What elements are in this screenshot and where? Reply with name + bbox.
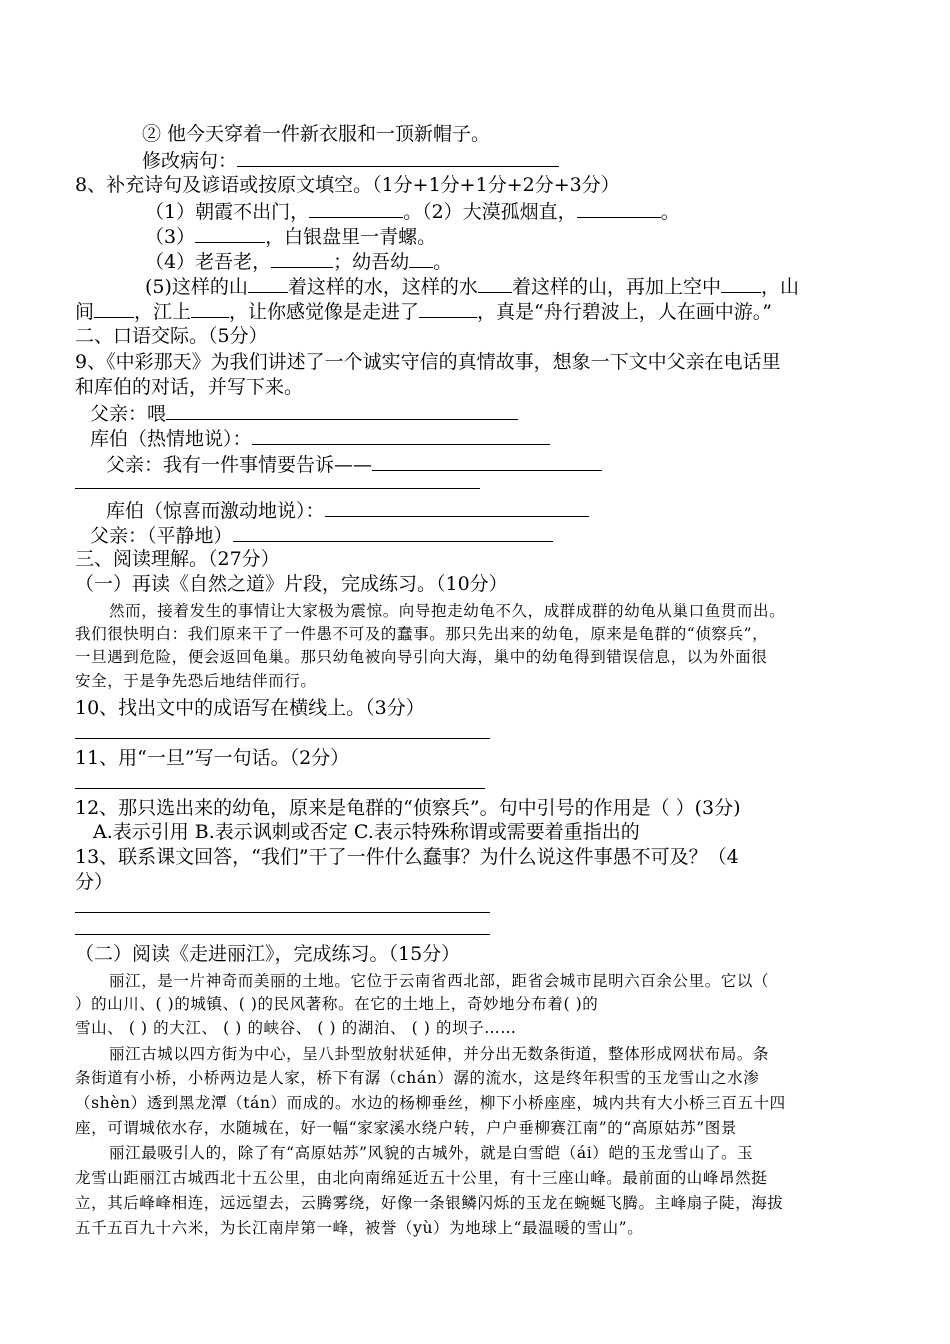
q8-blank-7[interactable]	[478, 274, 512, 293]
q8-blank-6[interactable]	[248, 274, 288, 293]
dialog-5-label: 父亲：（平静地）	[90, 525, 233, 547]
section-3-title: 三、阅读理解。（27分）	[75, 548, 280, 570]
passage-3-line-4: 座，可谓城依水存，水随城在，好一幅“家家溪水绕户转，户户垂柳赛江南”的“高原姑苏”图景	[75, 1119, 737, 1137]
q8-line-5	[145, 274, 799, 299]
dialog-line-2	[90, 426, 550, 451]
q8-blank-4[interactable]	[271, 249, 333, 268]
q13-line-2: 分）	[75, 871, 114, 893]
q8-l4a: （4）老吾老，	[145, 251, 272, 273]
dialog-line-3	[106, 452, 602, 477]
passage-3-line-3: （shèn）透到黑龙潭（tán）而成的。水边的杨柳垂丝，柳下小桥座座，城内共有大小桥三百五十四	[75, 1094, 786, 1112]
q8-blank-9[interactable]	[94, 299, 134, 318]
q8-blank-2[interactable]	[577, 199, 661, 218]
q8-l4c: 。	[433, 251, 453, 273]
q8-blank-5[interactable]	[409, 249, 433, 268]
q8-title: 8、补充诗句及谚语或按原文填空。（1分+1分+1分+2分+3分）	[75, 174, 620, 196]
q11-answer-line[interactable]	[75, 788, 485, 789]
passage-1-line-3: 一旦遇到危险，便会返回龟巢。那只幼龟被向导引向大海，巢中的幼龟得到错误信息，以为外面很	[75, 648, 768, 666]
q12-text: 12、那只选出来的幼龟，原来是龟群的“侦察兵”。句中引号的作用是（ ）(3分)	[75, 797, 741, 819]
q13-line-1: 13、联系课文回答，“我们”干了一件什么蠢事？为什么说这件事愚不可及？（4	[75, 846, 739, 868]
passage-4-line-1: 丽江最吸引人的，除了有“高原姑苏”风貌的古城外，就是白雪皑（ái）皑的玉龙雪山了。玉	[109, 1144, 754, 1162]
q8-l3a: （3）	[145, 226, 196, 248]
q8-blank-3[interactable]	[195, 224, 265, 243]
dialog-4-blank[interactable]	[325, 498, 589, 517]
q8-l5c: 着这样的山，再加上空中	[511, 276, 721, 298]
q8-l6a: 间	[75, 301, 95, 323]
q8-blank-10[interactable]	[191, 299, 229, 318]
passage-3-line-2: 条街道有小桥，小桥两边是人家，桥下有潺（chán）潺的流水，这是终年积雪的玉龙雪山之水渗	[75, 1069, 760, 1087]
dialog-3-blank[interactable]	[372, 452, 602, 471]
passage-3-line-1: 丽江古城以四方街为中心，呈八卦型放射状延伸，并分出无数条街道，整体形成网状布局。条	[109, 1045, 770, 1063]
q8-line-4	[145, 249, 452, 274]
passage-2-line-3: 雪山、 ( ) 的大江、 ( ) 的峡谷、 ( ) 的湖泊、 ( ) 的坝子……	[75, 1019, 517, 1037]
passage-1-line-2: 我们很快明白：我们原来干了一件愚不可及的蠢事。那只先出来的幼龟，原来是龟群的“侦察兵”，	[75, 625, 769, 643]
q7-fix-line	[142, 148, 559, 173]
q8-blank-11[interactable]	[419, 299, 477, 318]
q8-line-6	[75, 299, 772, 324]
dialog-line-5	[90, 523, 553, 548]
q10-answer-line[interactable]	[75, 738, 490, 739]
dialog-2-blank[interactable]	[252, 426, 550, 445]
dialog-1-blank[interactable]	[166, 401, 518, 420]
q9-line-1: 9、《中彩那天》为我们讲述了一个诚实守信的真情故事，想象一下文中父亲在电话里	[75, 351, 781, 373]
dialog-line-1	[90, 401, 518, 426]
q8-l3b: ，白银盘里一青螺。	[265, 226, 437, 248]
dialog-3-label: 父亲：我有一件事情要告诉——	[106, 454, 373, 476]
q8-l6c: ，让你感觉像是走进了	[229, 301, 420, 323]
q8-l5d: ，山	[760, 276, 799, 298]
q7-fix-label: 修改病句：	[142, 150, 238, 172]
q8-l1c: 。	[660, 201, 680, 223]
q8-l5a: (5)这样的山	[145, 276, 248, 298]
q8-l1b: 。（2）大漠孤烟直，	[403, 201, 577, 223]
reading-part-1-title: （一）再读《自然之道》片段，完成练习。（10分）	[75, 573, 508, 595]
q8-l6b: ，江上	[134, 301, 192, 323]
dialog-2-label: 库伯（热情地说）：	[90, 428, 252, 450]
dialog-line-4	[106, 498, 589, 523]
passage-1-line-1: 然而，接着发生的事情让大家极为震惊。向导抱走幼龟不久，成群成群的幼龟从巢口鱼贯而出。	[109, 602, 786, 620]
q13-answer-line-2[interactable]	[75, 934, 490, 935]
passage-4-line-2: 龙雪山距丽江古城西北十五公里，由北向南绵延近五十公里，有十三座山峰。最前面的山峰昂然挺	[75, 1169, 768, 1187]
passage-2-line-2: ）的山川、( )的城镇、( )的民风著称。在它的土地上，奇妙地分布着( )的	[75, 995, 599, 1013]
q8-l6d: ，真是“舟行碧波上，人在画中游。”	[477, 301, 772, 323]
dialog-5-blank[interactable]	[233, 523, 553, 542]
reading-part-2-title: （二）阅读《走进丽江》，完成练习。（15分）	[75, 943, 461, 965]
passage-4-line-3: 立，其后峰峰相连，远远望去，云腾雾绕，好像一条银鳞闪烁的玉龙在蜿蜒飞腾。主峰扇子陡，海拔	[75, 1194, 784, 1212]
q12-options: A.表示引用 B.表示讽刺或否定 C.表示特殊称谓或需要着重指出的	[93, 821, 640, 843]
dialog-1-label: 父亲：喂	[90, 403, 167, 425]
passage-2-line-1: 丽江，是一片神奇而美丽的土地。它位于云南省西北部，距省会城市昆明六百余公里。它以（	[109, 972, 770, 990]
q7-answer-blank[interactable]	[237, 148, 559, 167]
q11-text: 11、用“一旦”写一句话。（2分）	[75, 747, 350, 769]
dialog-3-continuation-line[interactable]	[75, 488, 480, 489]
passage-4-line-4: 五千五百九十六米，为长江南岸第一峰，被誉（yù）为地球上“最温暖的雪山”。	[75, 1219, 644, 1237]
passage-1-line-4: 安全，于是争先恐后地结伴而行。	[75, 672, 317, 690]
q8-l4b: ；幼吾幼	[333, 251, 410, 273]
dialog-4-label: 库伯（惊喜而激动地说）：	[106, 500, 325, 522]
q9-line-2: 和库伯的对话，并写下来。	[75, 376, 304, 398]
q8-l1a: （1）朝霞不出门，	[145, 201, 310, 223]
q8-l5b: 着这样的水，这样的水	[287, 276, 478, 298]
q10-text: 10、找出文中的成语写在横线上。（3分）	[75, 697, 425, 719]
q8-line-1	[145, 199, 680, 224]
section-2-title: 二、口语交际。（5分）	[75, 325, 268, 347]
q7-sentence: ② 他今天穿着一件新衣服和一顶新帽子。	[142, 123, 491, 145]
q13-answer-line-1[interactable]	[75, 912, 490, 913]
q8-line-3	[145, 224, 436, 249]
q8-blank-1[interactable]	[309, 199, 403, 218]
q8-blank-8[interactable]	[721, 274, 761, 293]
